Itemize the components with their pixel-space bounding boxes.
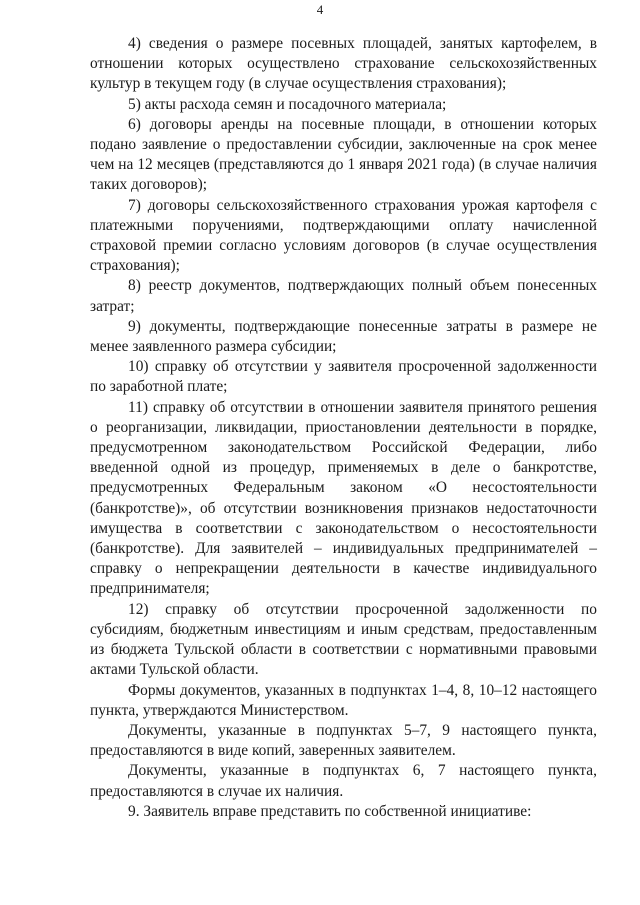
document-body [90, 34, 597, 822]
paragraph-item-11: 11) справку об отсутствии в отношении заявителя принятого решения о реорганизации, ликвидации, приостановлении деятельности в порядке, предусмотренном законодательством Российской Федерации, либо введенной одной из процедур, применяемых в деле о банкротстве, предусмотренных Федеральным законом «О несостоятельности (банкротстве)», об отсутствии возникновения признаков недостаточности имущества в соответствии с законодательством о несостоятельности (банкротстве). Для заявителей – индивидуальных предпринимателей – справку о непрекращении деятельности в качестве индивидуального предпринимателя; [90, 398, 597, 598]
paragraph-item-5: 5) акты расхода семян и посадочного материала; [128, 95, 447, 113]
paragraph-section-9: 9. Заявитель вправе представить по собственной инициативе: [128, 802, 532, 820]
paragraph-document-forms: Формы документов, указанных в подпунктах 1–4, 8, 10–12 настоящего пункта, утверждаются Министерством. [90, 681, 597, 719]
paragraph-item-10: 10) справку об отсутствии у заявителя просроченной задолженности по заработной плате; [90, 358, 597, 396]
paragraph-item-8: 8) реестр документов, подтверждающих полный объем понесенных затрат; [90, 277, 597, 315]
paragraph-item-6: 6) договоры аренды на посевные площади, в отношении которых подано заявление о предоставлении субсидии, заключенные на срок менее чем на 12 месяцев (представляются до 1 января 2021 года) (в случае наличия таких договоров); [90, 115, 597, 194]
paragraph-if-available: Документы, указанные в подпунктах 6, 7 настоящего пункта, предоставляются в случае их наличия. [90, 762, 597, 800]
paragraph-item-4: 4) сведения о размере посевных площадей, занятых картофелем, в отношении которых осуществлено страхование сельскохозяйственных культур в текущем году (в случае осуществления страхования); [90, 35, 597, 93]
paragraph-copies: Документы, указанные в подпунктах 5–7, 9 настоящего пункта, предоставляются в виде копий, заверенных заявителем. [90, 721, 597, 760]
paragraph-item-7: 7) договоры сельскохозяйственного страхования урожая картофеля с платежными поручениями, подтверждающими оплату начисленной страховой премии согласно условиям договоров (в случае осуществления страхования); [90, 196, 597, 275]
paragraph-item-9: 9) документы, подтверждающие понесенные затраты в размере не менее заявленного размера субсидии; [90, 317, 597, 356]
paragraph-item-12: 12) справку об отсутствии просроченной задолженности по субсидиям, бюджетным инвестициям и иным средствам, предоставленным из бюджета Тульской области в соответствии с нормативными правовыми актами Тульской области. [90, 600, 597, 679]
page-number: 4 [316, 2, 324, 17]
